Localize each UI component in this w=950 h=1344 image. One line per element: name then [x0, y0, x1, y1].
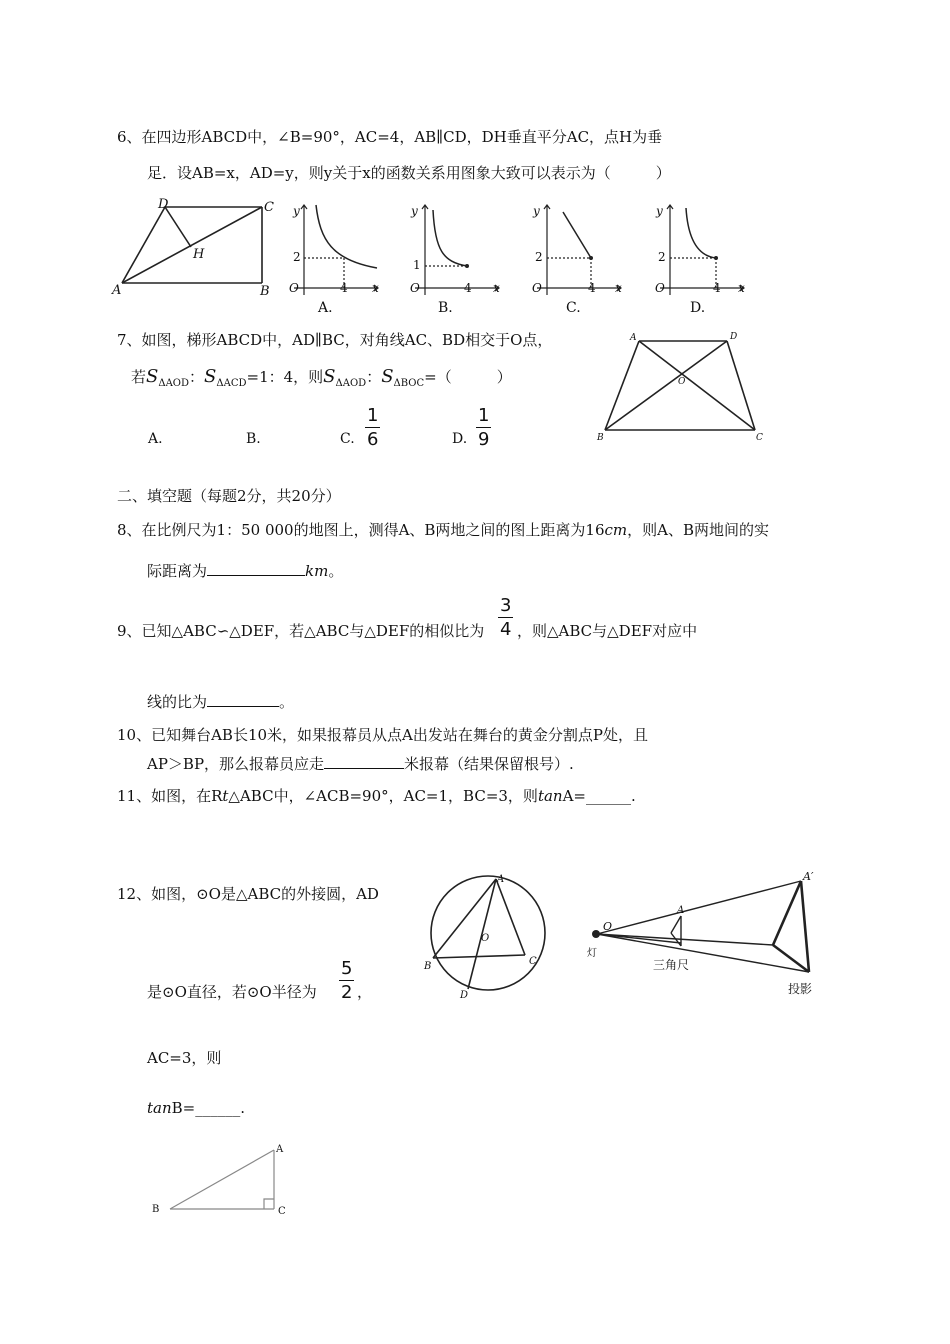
- q7-line1: 7、如图，梯形ABCD中，AD∥BC，对角线AC、BD相交于O点，: [117, 331, 553, 349]
- q7-fig-label-a: A: [630, 333, 637, 343]
- q12-line2-tail: ，: [357, 983, 373, 1001]
- q7-option-d-denominator: 9: [478, 429, 490, 450]
- q6-graph-c-origin: O: [532, 281, 542, 295]
- q11-tail: A=______.: [562, 787, 636, 805]
- q9-answer-blank[interactable]: [207, 692, 279, 707]
- q7-sub-aod-2: ΔAOD: [335, 378, 367, 389]
- q6-graph-d-origin: O: [655, 281, 665, 295]
- q8-text-tail: ，则A、B两地间的实: [627, 521, 770, 539]
- q6-graph-c-x-label: x: [615, 281, 622, 295]
- q11-tan: tan: [537, 787, 563, 805]
- q10-line2-text: AP＞BP，那么报幕员应走: [147, 755, 325, 773]
- q7-area-symbol-4: S: [381, 366, 394, 387]
- q6-graph-b: [403, 200, 503, 300]
- q10-line1: 10、已知舞台AB长10米，如果报幕员从点A出发站在舞台的黄金分割点P处，且: [117, 726, 648, 744]
- q6-graph-d-x-label: x: [738, 281, 745, 295]
- q8-unit-cm: cm: [604, 521, 628, 539]
- q8-text: 8、在比例尺为1：50 000的地图上，测得A、B两地之间的图上距离为16: [117, 521, 605, 539]
- q7-eq-tail: =（ ）: [424, 368, 512, 386]
- q6-graph-a-y-label: y: [293, 204, 300, 218]
- q6-option-a: A.: [318, 300, 333, 316]
- q12-line3: AC=3，则: [147, 1049, 222, 1067]
- q7-condition: [131, 366, 512, 390]
- q7-area-symbol: S: [146, 366, 159, 387]
- q12-line4: [147, 1099, 245, 1117]
- q7-colon: ：: [189, 368, 205, 386]
- q12-circle-label-d: D: [460, 990, 469, 1001]
- q7-option-c-fraction: [365, 407, 380, 449]
- q12-denominator: 2: [341, 982, 353, 1003]
- q7-fig-label-o: O: [678, 377, 686, 387]
- q10-answer-blank[interactable]: [324, 754, 404, 769]
- q7-option-c: C.: [340, 431, 355, 447]
- q6-fig-label-d: D: [158, 197, 169, 212]
- q6-graph-d-xtick: 4: [713, 281, 721, 295]
- q12-line4-tail: B=______.: [171, 1099, 245, 1117]
- q11-text: 11、如图，在R: [117, 787, 223, 805]
- q7-fig-label-c: C: [756, 433, 763, 443]
- q7-ratio: =1：4，则: [246, 368, 324, 386]
- q7-option-d: D.: [452, 431, 468, 447]
- q7-option-c-denominator: 6: [367, 429, 379, 450]
- q6-graph-c-y-label: y: [533, 204, 540, 218]
- section-2-heading: 二、填空题（每题2分，共20分）: [117, 487, 341, 505]
- q7-fig-label-d: D: [730, 332, 738, 342]
- q11-fig-label-a: A: [276, 1144, 284, 1155]
- q6-graph-a-ytick: 2: [293, 250, 301, 264]
- proj-fig-label-a: A: [677, 905, 685, 916]
- q12-circle-label-a: A: [497, 874, 505, 885]
- q6-graph-c: [525, 200, 625, 300]
- lamp-icon: [592, 930, 600, 938]
- proj-fig-label-o: O: [603, 920, 613, 933]
- q7-option-d-fraction: [476, 407, 491, 449]
- projection-figure: [583, 866, 828, 1001]
- q6-graph-d: [648, 200, 748, 300]
- q6-graph-d-y-label: y: [656, 204, 663, 218]
- q10-line2: [147, 754, 574, 773]
- q8-unit-km: km: [305, 562, 329, 580]
- q7-area-symbol-3: S: [323, 366, 336, 387]
- q7-sub-acd: ΔACD: [216, 378, 247, 389]
- q6-option-b: B.: [438, 300, 453, 316]
- proj-fig-label-shadow: 投影: [788, 982, 813, 996]
- q12-line1: 12、如图，⊙O是△ABC的外接圆，AD: [117, 885, 379, 903]
- q6-line2: 足．设AB=x，AD=y，则y关于x的函数关系用图象大致可以表示为（ ）: [147, 164, 671, 182]
- q6-graph-c-xtick: 4: [588, 281, 596, 295]
- q8-end: 。: [328, 562, 344, 580]
- q6-option-d: D.: [690, 300, 706, 316]
- proj-fig-label-lamp: 灯: [587, 948, 597, 959]
- q6-graph-b-ytick: 1: [413, 258, 421, 272]
- q8-line1: [117, 521, 769, 539]
- q6-graph-b-origin: O: [410, 281, 420, 295]
- q12-tan: tan: [147, 1099, 172, 1117]
- q7-trapezoid-figure: [592, 326, 772, 446]
- q11-fig-label-c: C: [278, 1206, 286, 1217]
- q11-right-triangle-figure: [148, 1138, 298, 1220]
- q9-line1-text: 9、已知△ABC∽△DEF，若△ABC与△DEF的相似比为: [117, 622, 485, 640]
- q7-option-b: B.: [246, 431, 261, 447]
- q12-circle-label-c: C: [529, 956, 537, 967]
- q7-option-d-numerator: 1: [478, 405, 490, 426]
- q6-graph-b-y-label: y: [411, 204, 418, 218]
- proj-fig-label-ruler: 三角尺: [653, 958, 690, 972]
- q9-line1-tail: ，则△ABC与△DEF对应中: [517, 622, 698, 640]
- q10-line2-tail: 米报幕（结果保留根号）.: [404, 755, 574, 773]
- q6-graph-a: [282, 200, 382, 300]
- q9-line2: [147, 692, 294, 711]
- q11-t: t: [222, 787, 229, 805]
- q6-fig-label-h: H: [193, 247, 205, 262]
- q9-fraction: [498, 597, 513, 639]
- q7-sub-boc: ΔBOC: [393, 378, 425, 389]
- q6-graph-b-x-label: x: [493, 281, 500, 295]
- q12-line2-text: 是⊙O直径，若⊙O半径为: [147, 983, 317, 1001]
- q9-denominator: 4: [500, 619, 512, 640]
- proj-fig-label-a-prime: A′: [803, 870, 814, 883]
- q6-graph-a-origin: O: [289, 281, 299, 295]
- q6-graph-a-x-label: x: [372, 281, 379, 295]
- q12-fraction: [339, 960, 354, 1002]
- q7-area-symbol-2: S: [204, 366, 217, 387]
- q11-line: [117, 787, 636, 805]
- q6-graph-c-ytick: 2: [535, 250, 543, 264]
- q12-numerator: 5: [341, 958, 353, 979]
- q6-graph-a-xtick: 4: [340, 281, 348, 295]
- q12-circle-label-o: O: [481, 933, 490, 944]
- q7-colon-2: ：: [366, 368, 382, 386]
- q8-line2: [147, 561, 343, 580]
- q12-circle-figure: [420, 873, 550, 1001]
- q6-fig-label-c: C: [264, 200, 274, 215]
- q7-cond-prefix: 若: [131, 368, 147, 386]
- q12-circle-label-b: B: [424, 961, 432, 972]
- q9-numerator: 3: [500, 595, 512, 616]
- q8-line2-text: 际距离为: [147, 562, 208, 580]
- q9-line2-text: 线的比为: [147, 693, 208, 711]
- q7-fig-label-b: B: [597, 433, 604, 443]
- q6-line1: 6、在四边形ABCD中，∠B=90°，AC=4，AB∥CD，DH垂直平分AC，点H为垂: [117, 128, 663, 146]
- q7-option-a: A.: [148, 431, 163, 447]
- q6-graph-b-xtick: 4: [464, 281, 472, 295]
- q6-option-c: C.: [566, 300, 581, 316]
- q7-option-c-numerator: 1: [367, 405, 379, 426]
- q7-sub-aod: ΔAOD: [158, 378, 190, 389]
- q6-fig-label-b: B: [260, 284, 270, 299]
- q9-end: 。: [279, 693, 295, 711]
- q8-answer-blank[interactable]: [207, 561, 305, 576]
- q11-text2: △ABC中，∠ACB=90°，AC=1，BC=3，则: [228, 787, 538, 805]
- q6-graph-d-ytick: 2: [658, 250, 666, 264]
- q6-quadrilateral-figure: [112, 198, 282, 298]
- q11-fig-label-b: B: [152, 1204, 160, 1215]
- q6-fig-label-a: A: [112, 283, 122, 298]
